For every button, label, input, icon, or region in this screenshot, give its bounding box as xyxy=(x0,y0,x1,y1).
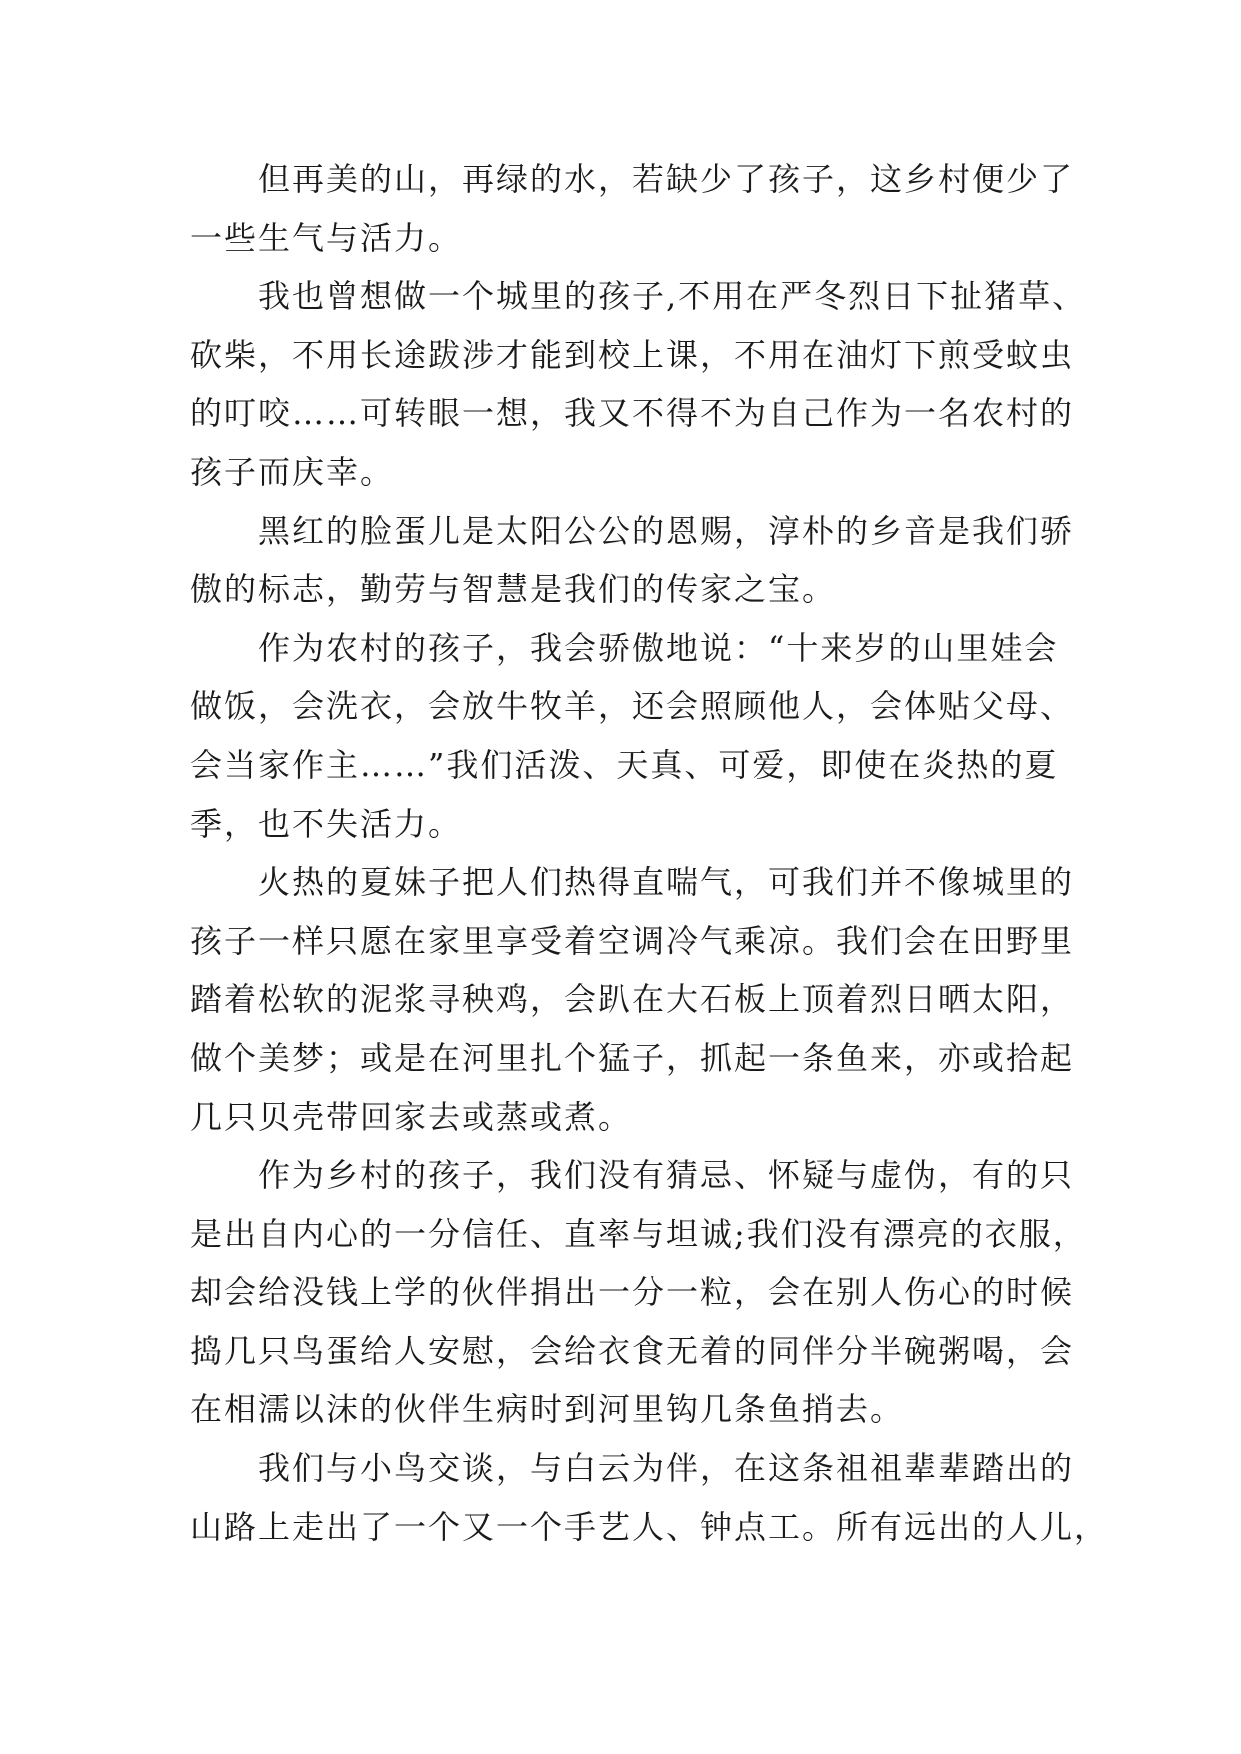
text-line: 作为乡村的孩子，我们没有猜忌、怀疑与虚伪，有的只 xyxy=(258,1156,1075,1195)
paragraph-1 xyxy=(190,150,1090,267)
text-line: 但再美的山，再绿的水，若缺少了孩子，这乡村便少了 xyxy=(258,160,1075,198)
essay-body xyxy=(190,150,1109,1556)
paragraph-4 xyxy=(190,619,1090,853)
text-line: 在相濡以沫的伙伴生病时到河里钩几条鱼捎去。 xyxy=(190,1390,905,1429)
text-line: 砍柴，不用长途跋涉才能到校上课，不用在油灯下煎受蚊虫 xyxy=(190,335,1075,374)
paragraph-7 xyxy=(190,1439,1109,1556)
text-line: 一些生气与活力。 xyxy=(190,218,463,257)
paragraph-5 xyxy=(190,853,1090,1146)
text-line: 的叮咬……可转眼一想，我又不得不为自己作为一名农村的 xyxy=(190,394,1075,433)
text-line: 孩子而庆幸。 xyxy=(190,452,395,491)
text-line: 会当家作主……”我们活泼、天真、可爱，即使在炎热的夏 xyxy=(190,745,1059,784)
text-line: 踏着松软的泥浆寻秧鸡，会趴在大石板上顶着烈日晒太阳， xyxy=(190,980,1075,1019)
text-line: 季，也不失活力。 xyxy=(190,804,463,843)
paragraph-6 xyxy=(190,1146,1090,1439)
text-line: 黑红的脸蛋儿是太阳公公的恩赐，淳朴的乡音是我们骄 xyxy=(258,511,1075,550)
text-line: 却会给没钱上学的伙伴捐出一分一粒，会在别人伤心的时候 xyxy=(190,1273,1075,1312)
paragraph-2 xyxy=(190,267,1090,501)
text-line: 我们与小鸟交谈，与白云为伴，在这条祖祖辈辈踏出的 xyxy=(258,1449,1075,1488)
text-line: 孩子一样只愿在家里享受着空调冷气乘凉。我们会在田野里 xyxy=(190,921,1075,960)
text-line: 作为农村的孩子，我会骄傲地说：“十来岁的山里娃会 xyxy=(258,628,1059,667)
text-line: 傲的标志，勤劳与智慧是我们的传家之宝。 xyxy=(190,570,837,609)
text-line: 做饭，会洗衣，会放牛牧羊，还会照顾他人，会体贴父母、 xyxy=(190,687,1075,726)
text-line: 捣几只鸟蛋给人安慰，会给衣食无着的同伴分半碗粥喝，会 xyxy=(190,1331,1075,1370)
text-line: 火热的夏妹子把人们热得直喘气，可我们并不像城里的 xyxy=(258,863,1075,902)
text-line: 我也曾想做一个城里的孩子,不用在严冬烈日下扯猪草、 xyxy=(258,277,1087,316)
text-line: 是出自内心的一分信任、直率与坦诚;我们没有漂亮的衣服， xyxy=(190,1214,1087,1253)
text-line: 山路上走出了一个又一个手艺人、钟点工。所有远出的人儿， xyxy=(190,1507,1109,1546)
text-line: 做个美梦；或是在河里扎个猛子，抓起一条鱼来，亦或拾起 xyxy=(190,1038,1075,1077)
paragraph-3 xyxy=(190,502,1090,619)
text-line: 几只贝壳带回家去或蒸或煮。 xyxy=(190,1097,633,1136)
